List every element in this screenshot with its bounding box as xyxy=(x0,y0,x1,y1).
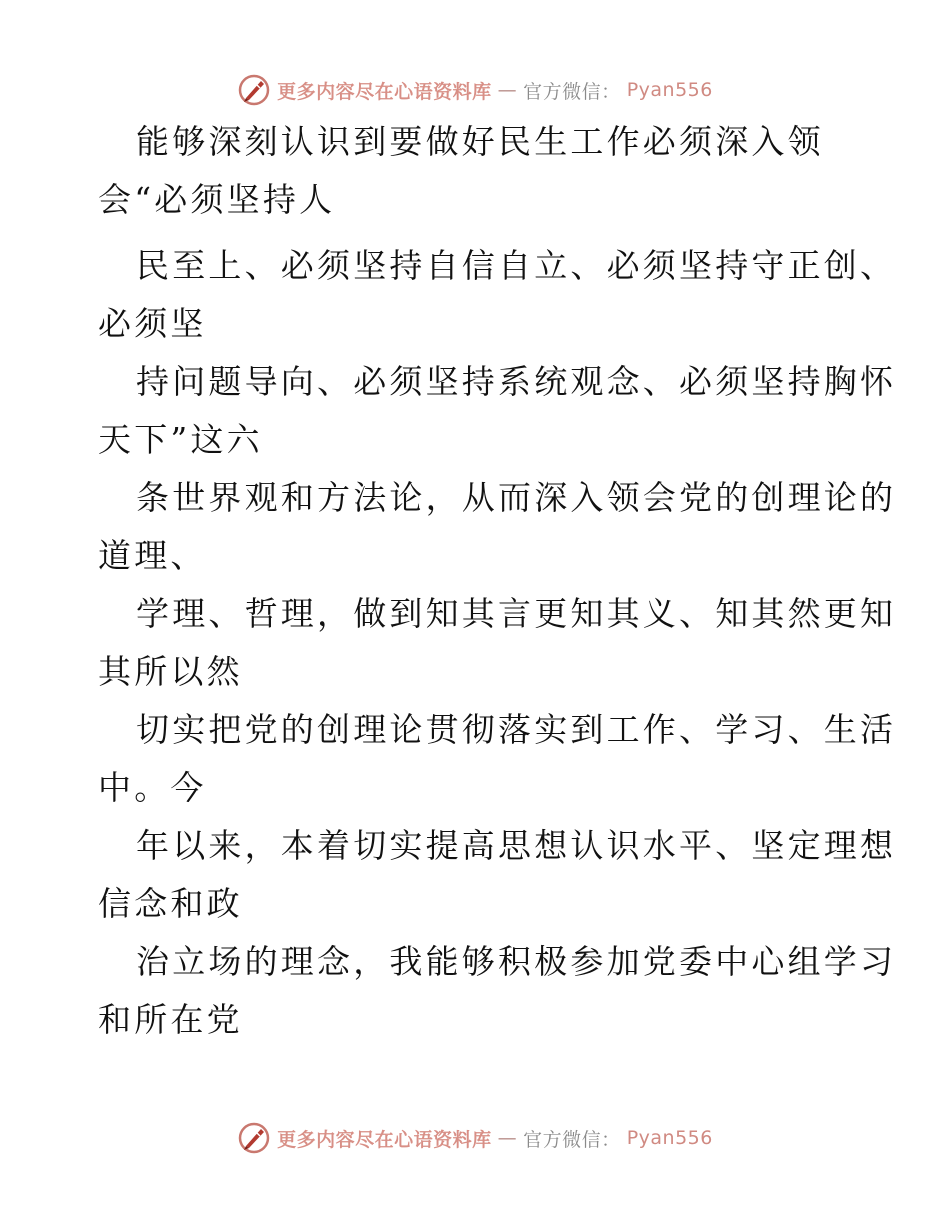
paragraph-line: 其所以然 xyxy=(98,652,243,691)
paragraph-line: 能够深刻认识到要做好民生工作必须深入领 xyxy=(136,122,824,161)
paragraph-line: 信念和政 xyxy=(98,884,243,923)
paragraph-line: 和所在党 xyxy=(98,1000,243,1039)
quill-pen-logo-icon xyxy=(237,73,271,107)
watermark-wechat-id: Pyan556 xyxy=(626,79,713,101)
footer-watermark xyxy=(0,1118,950,1158)
watermark-site-text: 更多内容尽在心语资料库 xyxy=(277,80,492,103)
paragraph-line: 条世界观和方法论，从而深入领会党的创理论的 xyxy=(136,478,897,517)
paragraph-line: 年以来，本着切实提高思想认识水平、坚定理想 xyxy=(136,826,897,865)
paragraph-line: 切实把党的创理论贯彻落实到工作、学习、生活 xyxy=(136,710,897,749)
paragraph-line: 必须坚 xyxy=(98,304,207,343)
paragraph-line: 中。今 xyxy=(98,768,207,807)
header-watermark xyxy=(0,70,950,110)
paragraph-line: 天下”这六 xyxy=(98,420,263,459)
watermark-wechat-id: Pyan556 xyxy=(626,1127,713,1149)
paragraph-line: 会“必须坚持人 xyxy=(98,180,336,219)
paragraph-line: 民至上、必须坚持自信自立、必须坚持守正创、 xyxy=(136,246,897,285)
watermark-separator: — xyxy=(497,1127,518,1149)
watermark-wechat-label: 官方微信： xyxy=(523,1128,621,1151)
watermark-wechat-label: 官方微信： xyxy=(523,80,621,103)
paragraph-line: 治立场的理念，我能够积极参加党委中心组学习 xyxy=(136,942,897,981)
watermark-separator: — xyxy=(497,79,518,101)
quill-pen-logo-icon xyxy=(237,1121,271,1155)
paragraph-line: 持问题导向、必须坚持系统观念、必须坚持胸怀 xyxy=(136,362,897,401)
paragraph-line: 道理、 xyxy=(98,536,207,575)
paragraph-line: 学理、哲理，做到知其言更知其义、知其然更知 xyxy=(136,594,897,633)
watermark-site-text: 更多内容尽在心语资料库 xyxy=(277,1128,492,1151)
